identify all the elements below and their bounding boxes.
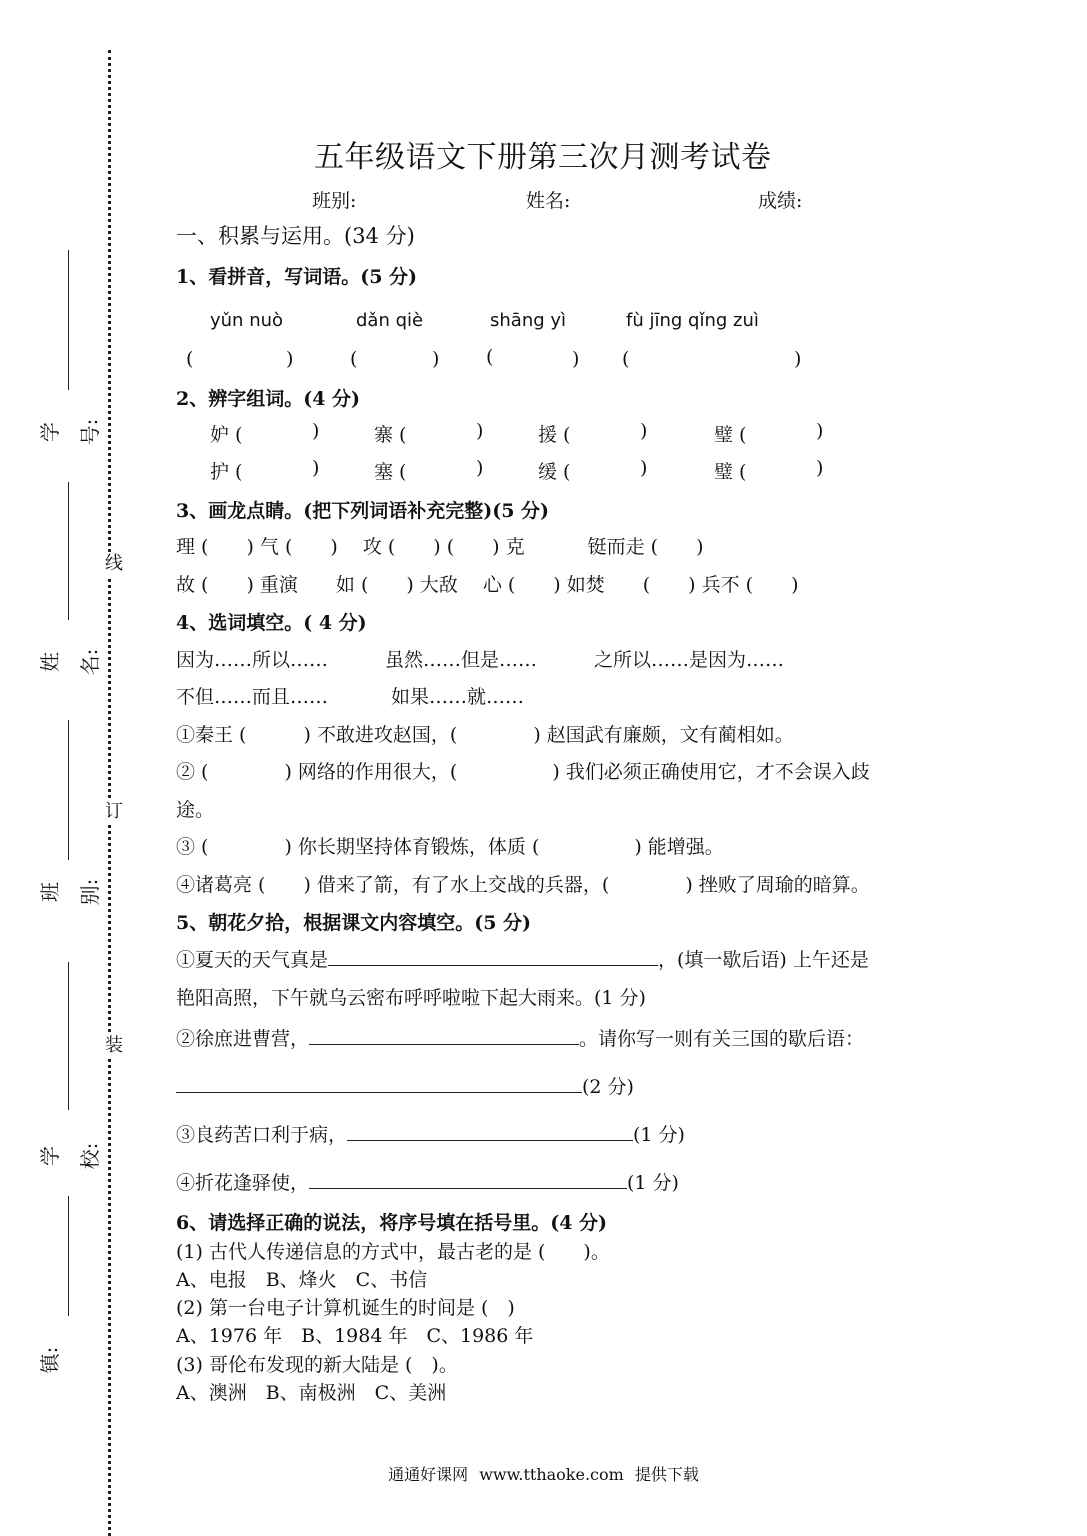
answer-box-2-close: ) [432,348,440,370]
name-label: 姓名: [38,648,102,676]
q6-options-1: A、电报 B、烽火 C、书信 [176,1269,428,1291]
q4-sentence-4: ④诸葛亮 ( ) 借来了箭，有了水上交战的兵器，( ) 挫败了周瑜的暗算。 [176,874,870,896]
footer-note: 提供下载 [634,1465,699,1484]
name-field-label: 姓名: [526,190,571,212]
q2-r2-c3: 缓 ( [538,461,571,483]
q5-sentence-2b [176,1072,634,1099]
q2-r2-c1: 护 ( [210,461,243,483]
town-line [68,1196,69,1316]
name-line [68,482,69,620]
q5-sentence-4 [176,1168,679,1195]
footer [0,1462,1087,1485]
class-line [68,720,69,860]
footer-url[interactable]: www.tthaoke.com [479,1465,624,1484]
q5-s4-score: (1 分) [627,1172,679,1194]
q3-line-2: 故 ( ) 重演 如 ( ) 大敌 心 ( ) 如焚 ( ) 兵不 ( ) [176,574,799,596]
q4-options-2: 不但……而且…… 如果……就…… [176,686,525,708]
q6-title: 6、请选择正确的说法，将序号填在括号里。(4 分) [176,1212,608,1234]
exam-title: 五年级语文下册第三次月测考试卷 [314,140,772,175]
q5-s4-prefix: ④折花逢驿使， [176,1172,310,1194]
school-label: 学校: [38,1142,102,1170]
q3-title: 3、画龙点睛。(把下列词语补充完整)(5 分) [176,500,550,522]
answer-box-4-open[interactable]: ( [622,348,630,370]
q1-title: 1、看拼音，写词语。(5 分) [176,266,418,288]
q2-r1-c4: 璧 ( [714,424,747,446]
q5-s1-blank[interactable] [328,949,658,966]
q5-sentence-1a [176,945,869,972]
q2-r1-c2-close: ) [476,420,484,442]
q5-s3-prefix: ③良药苦口利于病， [176,1124,348,1146]
q5-s3-score: (1 分) [633,1124,685,1146]
pinyin-1: yǔn nuò [210,310,284,331]
q2-r2-c3-close: ) [640,457,648,479]
q5-s2b-blank[interactable] [176,1076,582,1093]
binding-dotted-line [108,50,111,1536]
q5-title: 5、朝花夕拾，根据课文内容填空。(5 分) [176,912,532,934]
q3-line-1: 理 ( ) 气 ( ) 攻 ( ) ( ) 克 铤而走 ( ) [176,536,704,558]
q2-r1-c1-close: ) [312,420,320,442]
binding-char-line: 线 [102,552,126,576]
q4-sentence-3: ③ ( ) 你长期坚持体育锻炼，体质 ( ) 能增强。 [176,836,724,858]
q5-s2-suffix: 。请你写一则有关三国的歇后语： [579,1028,865,1050]
class-label: 班别: [38,878,102,906]
pinyin-4: fù jīng qǐng zuì [626,310,759,331]
q5-s2b-score: (2 分) [582,1076,634,1098]
q5-s4-blank[interactable] [309,1172,627,1189]
q5-sentence-1b: 艳阳高照，下午就乌云密布呼呼啦啦下起大雨来。(1 分) [176,987,646,1009]
q2-r1-c4-close: ) [816,420,824,442]
answer-box-1-close: ) [286,348,294,370]
q2-r1-c1: 妒 ( [210,424,243,446]
q4-options-1: 因为……所以…… 虽然……但是…… 之所以……是因为…… [176,649,785,671]
answer-box-3-close: ) [572,348,580,370]
footer-site: 通通好课网 [388,1465,469,1484]
score-field-label: 成绩: [758,190,803,212]
answer-box-2-open[interactable]: ( [350,348,358,370]
student-id-line [68,250,69,390]
q5-sentence-3 [176,1120,685,1147]
q5-s3-blank[interactable] [347,1124,633,1141]
student-id-label: 学号: [38,418,102,446]
q2-r2-c2-close: ) [476,457,484,479]
binding-char-order: 订 [102,800,126,824]
q6-options-2: A、1976 年 B、1984 年 C、1986 年 [176,1325,534,1347]
q2-r2-c4: 璧 ( [714,461,747,483]
pinyin-3: shāng yì [490,310,567,331]
q2-r1-c3-close: ) [640,420,648,442]
q4-sentence-2b: 途。 [176,799,215,821]
q6-question-1: (1) 古代人传递信息的方式中，最古老的是 ( )。 [176,1241,610,1263]
q2-r1-c3: 援 ( [538,424,571,446]
q5-s1-prefix: ①夏天的天气真是 [176,949,329,971]
q2-r2-c4-close: ) [816,457,824,479]
q4-sentence-2a: ② ( ) 网络的作用很大，( ) 我们必须正确使用它，才不会误入歧 [176,761,870,783]
school-line [68,962,69,1110]
q5-s2-prefix: ②徐庶进曹营， [176,1028,310,1050]
q5-s1-suffix: ，(填一歇后语) 上午还是 [658,949,869,971]
q5-sentence-2a [176,1024,864,1051]
q2-title: 2、辨字组词。(4 分) [176,388,361,410]
section-title: 一、积累与运用。(34 分) [176,224,415,248]
q6-question-2: (2) 第一台电子计算机诞生的时间是 ( ) [176,1297,515,1319]
q6-question-3: (3) 哥伦布发现的新大陆是 ( )。 [176,1354,458,1376]
answer-box-1-open[interactable]: ( [186,348,194,370]
q2-r2-c1-close: ) [312,457,320,479]
answer-box-3-open[interactable]: ( [486,346,494,368]
q2-r1-c2: 寨 ( [374,424,407,446]
q4-sentence-1: ①秦王 ( ) 不敢进攻赵国，( ) 赵国武有廉颇，文有蔺相如。 [176,724,794,746]
town-label: 镇: [38,1346,62,1374]
answer-box-4-close: ) [794,348,802,370]
q6-options-3: A、澳洲 B、南极洲 C、美洲 [176,1382,447,1404]
q4-title: 4、选词填空。( 4 分) [176,612,367,634]
class-field-label: 班别: [312,190,357,212]
q2-r2-c2: 塞 ( [374,461,407,483]
q5-s2-blank[interactable] [309,1028,579,1045]
pinyin-2: dǎn qiè [356,310,424,331]
binding-char-install: 装 [102,1034,126,1058]
